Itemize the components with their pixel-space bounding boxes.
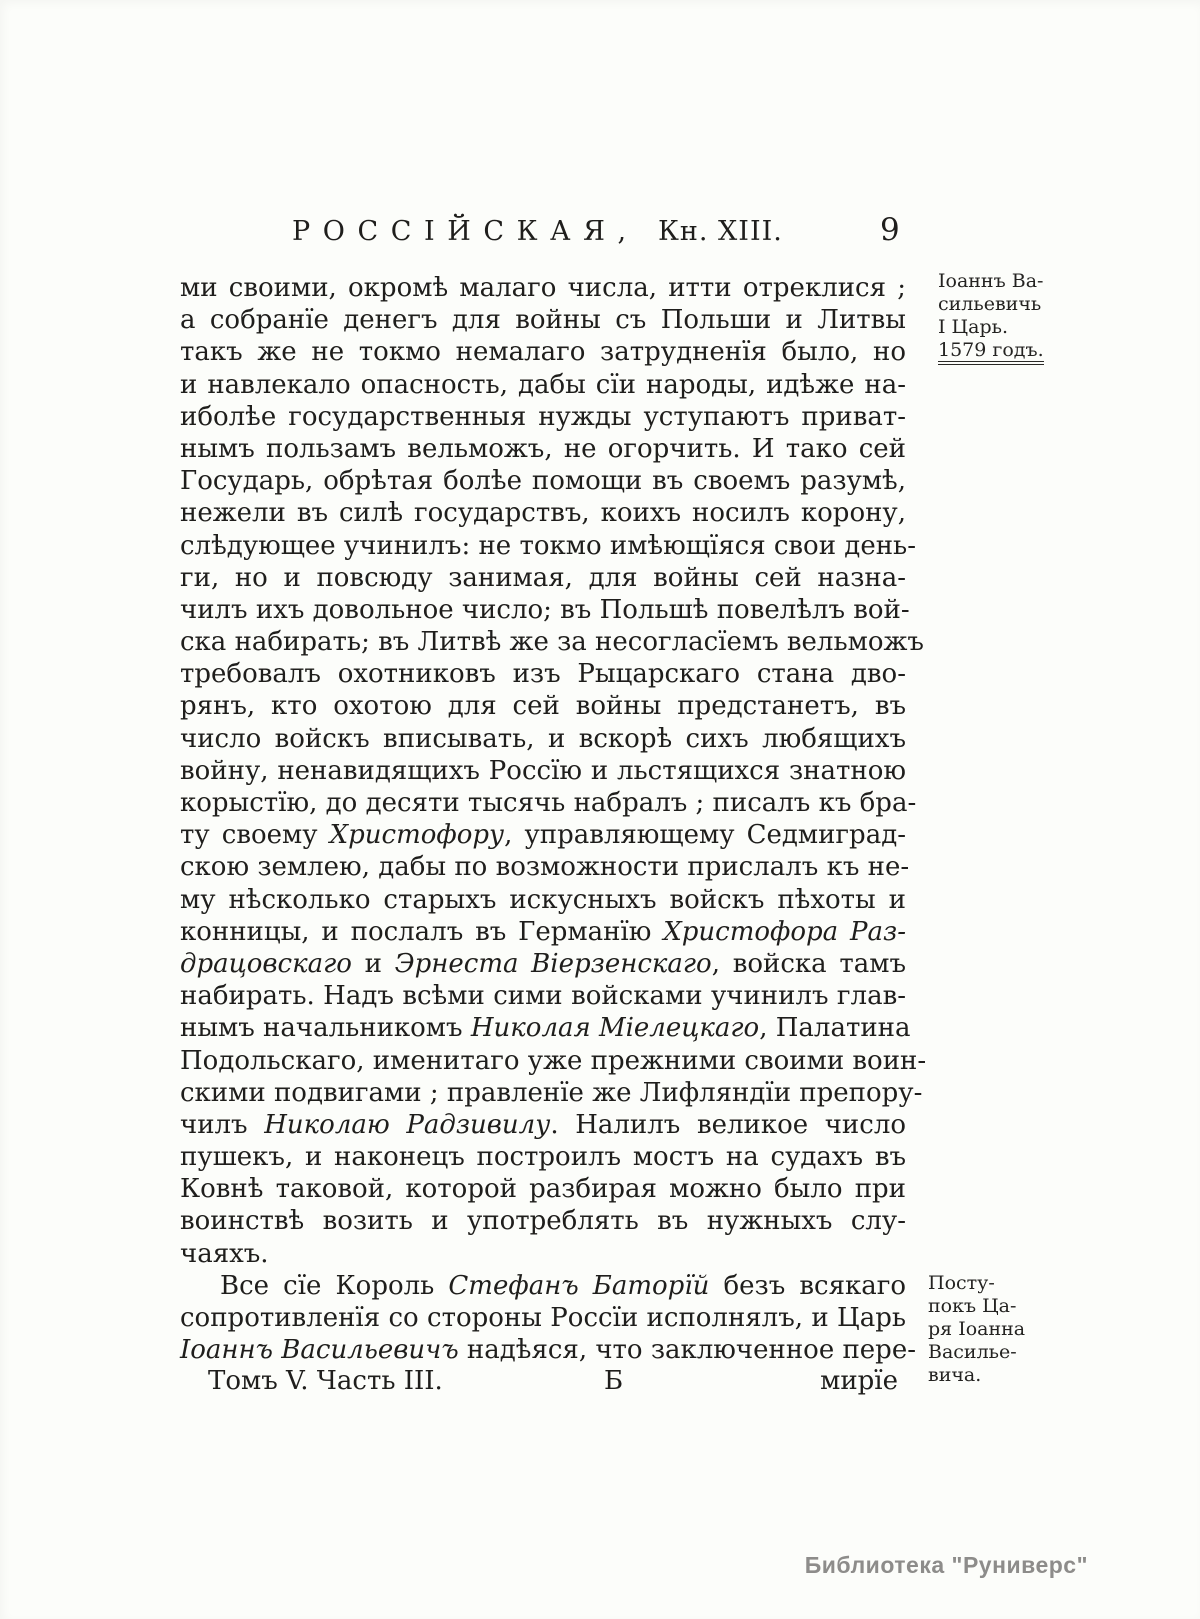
- text-line: [180, 787, 917, 819]
- text-run: , управляющему Седмиград-: [504, 820, 906, 851]
- text-line: [180, 336, 906, 368]
- text-line: [180, 1205, 906, 1237]
- text-run: ска набирать; въ Литвѣ же за несогласїемъ вельможъ: [180, 627, 924, 658]
- text-line: [180, 530, 916, 562]
- text-line: [180, 272, 906, 304]
- text-run: Ковнѣ таковой, которой разбирая можно было при: [180, 1174, 906, 1205]
- text-line: [180, 884, 906, 916]
- text-run: слѣдующее учинилъ: не токмо имѣющїяся свои день-: [180, 530, 916, 561]
- italic-text-run: Христофора Раз-: [663, 916, 906, 947]
- text-run: чилъ: [180, 1109, 265, 1140]
- text-line: [180, 562, 906, 594]
- text-run: пушекъ, и наконецъ построилъ мостъ на судахъ въ: [180, 1142, 906, 1173]
- text-line: [180, 916, 906, 948]
- text-run: ту своему: [180, 820, 330, 851]
- text-run: Государь, обрѣтая болѣе помощи въ своемъ разумѣ,: [180, 466, 906, 497]
- text-line: [180, 594, 910, 626]
- margin-note-line: [928, 1341, 1093, 1364]
- text-line: [180, 851, 910, 883]
- text-run: ги, но и повсюду занимая, для войны сей назна-: [180, 562, 906, 593]
- italic-text-run: Іоаннъ Васильевичъ: [180, 1335, 459, 1366]
- text-run: нежели въ силѣ государствъ, коихъ носилъ корону,: [180, 498, 906, 529]
- text-run: чаяхъ.: [180, 1238, 269, 1269]
- text-line: [180, 1334, 916, 1366]
- italic-text-run: Эрнеста Віерзенскаго: [394, 948, 712, 979]
- body-text: [180, 272, 927, 1366]
- italic-text-run: Николая Міелецкаго: [470, 1013, 760, 1044]
- text-line: [180, 1141, 906, 1173]
- margin-note-text: I Царь.: [938, 316, 1008, 338]
- italic-text-run: Николаю Радзивилу: [264, 1109, 551, 1140]
- italic-text-run: Христофору: [329, 820, 505, 851]
- text-line: [180, 658, 906, 690]
- margin-note-date: [938, 270, 1103, 362]
- text-run: му нѣсколько старыхъ искусныхъ войскъ пѣхоты и: [180, 884, 906, 915]
- text-line: [180, 369, 906, 401]
- text-run: корыстїю, до десяти тысячь набралъ ; писалъ къ бра-: [180, 788, 917, 818]
- text-run: войну, ненавидящихъ Россїю и льстящихся знатною: [180, 755, 906, 786]
- signature-mark: Б: [604, 1366, 624, 1396]
- text-line: [180, 819, 906, 851]
- text-line: [180, 690, 906, 722]
- text-run: число войскъ вписывать, и вскорѣ сихъ любящихъ: [180, 723, 906, 754]
- text-line: [180, 1045, 927, 1077]
- text-run: и: [351, 948, 395, 979]
- text-line: [180, 497, 906, 529]
- text-line: [180, 980, 906, 1012]
- italic-text-run: Стефанъ Баторїй: [448, 1270, 710, 1301]
- text-run: иболѣе государственныя нужды уступаютъ приват-: [180, 401, 906, 432]
- margin-note-line: [938, 339, 1103, 362]
- text-line: [180, 755, 906, 787]
- page-number: 9: [880, 212, 900, 248]
- text-line: [180, 465, 906, 497]
- text-line: [180, 433, 906, 465]
- text-run: конницы, и послалъ въ Германїю: [180, 916, 664, 947]
- text-run: безъ всякаго: [709, 1270, 907, 1301]
- margin-note-text: ря Іоанна: [928, 1318, 1026, 1340]
- text-run: Все сїе Король: [220, 1270, 449, 1301]
- running-title: Р О С С І Й С К А Я ,: [292, 216, 629, 247]
- text-run: скими подвигами ; правленїе же Лифляндїи препору-: [180, 1077, 923, 1108]
- italic-text-run: драцовскаго: [180, 948, 352, 979]
- text-run: нымъ начальникомъ: [180, 1013, 471, 1044]
- margin-note-text: покъ Ца-: [928, 1295, 1017, 1317]
- text-run: , Палатина: [759, 1013, 911, 1044]
- underlined-year: 1579 годъ.: [938, 339, 1044, 365]
- margin-note-text: Іоаннъ Ва-: [938, 270, 1044, 292]
- text-run: чилъ ихъ довольное число; въ Польшѣ повелѣлъ вой-: [180, 594, 910, 625]
- page-footer: [180, 1366, 906, 1400]
- text-line: [180, 1270, 906, 1302]
- text-run: рянъ, кто охотою для сей войны предстанетъ, въ: [180, 691, 906, 722]
- library-watermark: Библиотека "Руниверс": [804, 1552, 1088, 1578]
- text-line: [180, 1109, 906, 1141]
- text-run: . Налилъ великое число: [550, 1109, 906, 1140]
- text-line: [180, 1012, 911, 1044]
- text-run: ми своими, окромѣ малаго числа, итти отреклися ;: [180, 273, 906, 303]
- page-header: [180, 216, 906, 252]
- text-run: скою землею, дабы по возможности прислалъ къ не-: [180, 852, 910, 883]
- text-run: , войска тамъ: [711, 948, 906, 979]
- text-run: сопротивленїя со стороны Россїи исполнялъ, и Царь: [180, 1303, 906, 1333]
- margin-note-line: [938, 293, 1103, 316]
- margin-note-text: Посту-: [928, 1272, 995, 1294]
- margin-note-subject: [928, 1272, 1093, 1387]
- book-number: Кн. XIII.: [658, 216, 783, 247]
- text-run: Подольскаго, именитаго уже прежними своими воин-: [180, 1045, 927, 1076]
- text-run: такъ же не токмо немалаго затрудненїя было, но: [180, 337, 906, 368]
- text-line: [180, 1077, 923, 1109]
- margin-note-line: [938, 270, 1103, 293]
- text-line: [180, 1173, 906, 1205]
- text-run: требовалъ охотниковъ изъ Рыцарскаго стана дво-: [180, 659, 906, 690]
- text-run: а собранїе денегъ для войны съ Польши и Литвы: [180, 305, 906, 336]
- margin-note-line: [938, 316, 1103, 339]
- text-run: воинствѣ возить и употреблять въ нужныхъ слу-: [180, 1206, 906, 1237]
- text-run: и навлекало опасность, дабы сїи народы, идѣже на-: [180, 369, 906, 400]
- margin-note-line: [928, 1318, 1093, 1341]
- text-run: набирать. Надъ всѣми сими войсками учинилъ глав-: [180, 981, 906, 1012]
- catchword: мирїе: [820, 1366, 898, 1396]
- margin-note-line: [928, 1272, 1093, 1295]
- text-line: [180, 723, 906, 755]
- margin-note-line: [928, 1364, 1093, 1387]
- text-run: надѣяся, что заключенное пере-: [458, 1335, 916, 1366]
- volume-label: Томъ V. Часть III.: [208, 1366, 443, 1396]
- text-line: [180, 1238, 906, 1270]
- text-line: [180, 1302, 906, 1334]
- margin-note-text: вича.: [928, 1364, 982, 1386]
- text-run: нымъ пользамъ вельможъ, не огорчить. И тако сей: [180, 433, 906, 464]
- text-line: [180, 401, 906, 433]
- text-line: [180, 948, 906, 980]
- text-line: [180, 304, 906, 336]
- margin-note-text: Василье-: [928, 1341, 1017, 1363]
- margin-note-text: сильевичь: [938, 293, 1042, 315]
- margin-note-line: [928, 1295, 1093, 1318]
- text-line: [180, 626, 924, 658]
